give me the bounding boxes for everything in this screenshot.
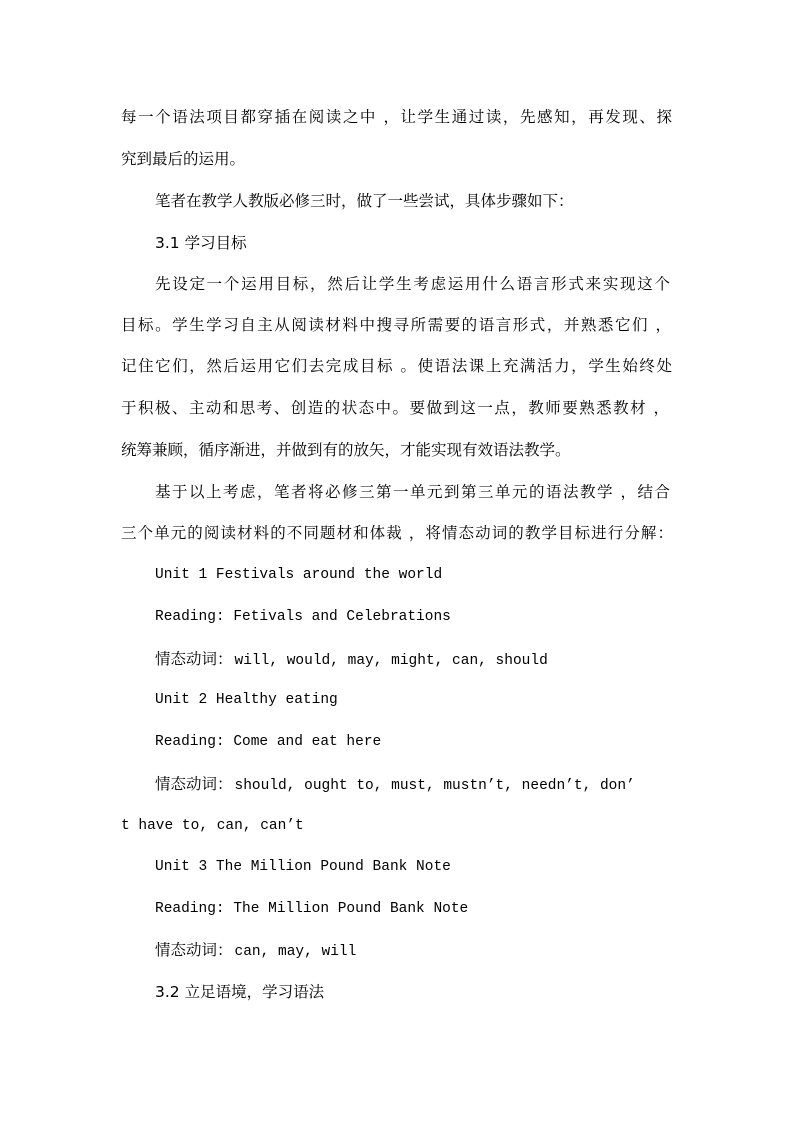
paragraph-line: 基于以上考虑，笔者将必修三第一单元到第三单元的语法教学 ，结合: [155, 483, 670, 501]
modal-verbs-line: [155, 938, 356, 962]
paragraph-line: 究到最后的运用。: [121, 150, 246, 168]
modal-verbs-list: should, ought to, must, mustn’t, needn’t, don’: [234, 778, 635, 794]
paragraph-line: 笔者在教学人教版必修三时，做了一些尝试，具体步骤如下：: [155, 192, 574, 210]
unit-reading: Reading: Come and eat here: [155, 734, 382, 750]
paragraph-line: 目标。学生学习自主从阅读材料中搜寻所需要的语言形式，并熟悉它们 ，: [121, 316, 671, 334]
modal-verbs-label: 情态动词：: [155, 775, 233, 793]
modal-verbs-line: [155, 772, 635, 796]
modal-verbs-label: 情态动词：: [155, 941, 233, 959]
section-heading-3-2: 3.2 立足语境，学习语法: [155, 983, 325, 1001]
unit-reading: Reading: The Million Pound Bank Note: [155, 901, 469, 917]
modal-verbs-list-continued: t have to, can, can’t: [121, 818, 304, 834]
paragraph-line: 三个单元的阅读材料的不同题材和体裁 ，将情态动词的教学目标进行分解：: [121, 524, 673, 542]
paragraph-line: 记住它们，然后运用它们去完成目标 。使语法课上充满活力，学生始终处: [121, 357, 672, 375]
unit-title: Unit 3 The Million Pound Bank Note: [155, 859, 451, 875]
unit-title: Unit 1 Festivals around the world: [155, 567, 443, 583]
paragraph-line: 每一个语法项目都穿插在阅读之中 ，让学生通过读，先感知，再发现、探: [121, 108, 672, 126]
paragraph-line: 于积极、主动和思考、创造的状态中。要做到这一点，教师要熟悉教材 ，: [121, 399, 669, 417]
unit-reading: Reading: Fetivals and Celebrations: [155, 609, 451, 625]
modal-verbs-list: can, may, will: [234, 944, 357, 960]
unit-title: Unit 2 Healthy eating: [155, 692, 338, 708]
paragraph-line: 统筹兼顾，循序渐进，并做到有的放矢，才能实现有效语法教学。: [121, 441, 571, 459]
paragraph-line: 先设定一个运用目标，然后让学生考虑运用什么语言形式来实现这个: [155, 275, 670, 293]
modal-verbs-label: 情态动词：: [155, 650, 233, 668]
section-heading-3-1: 3.1 学习目标: [155, 234, 247, 252]
modal-verbs-list: will, would, may, might, can, should: [234, 653, 548, 669]
modal-verbs-line: [155, 647, 548, 671]
